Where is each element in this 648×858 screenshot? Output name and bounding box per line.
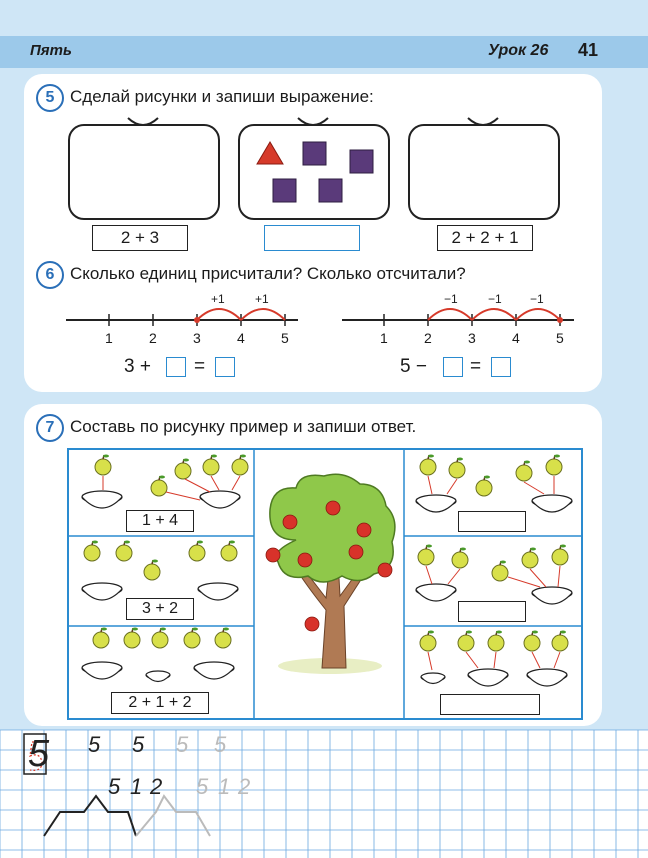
lesson-label: Урок 26 [488, 42, 549, 59]
jump-label: −1 [488, 292, 502, 306]
tick-label: 2 [424, 330, 432, 346]
copy-digit: 5 [196, 774, 209, 799]
example-label: 1 + 4 [126, 510, 194, 532]
copy-digit: 1 [130, 774, 143, 799]
copy-digit: 2 [150, 774, 163, 799]
copy-digit: 1 [218, 774, 231, 799]
example-label: 2 + 1 + 2 [111, 692, 209, 714]
copy-digit: 5 [132, 732, 145, 757]
task5-number: 5 [36, 84, 64, 112]
jump-label: −1 [444, 292, 458, 306]
tick-label: 4 [512, 330, 520, 346]
task5-instruction: Сделай рисунки и запиши выражение: [70, 87, 374, 106]
tick-label: 5 [556, 330, 564, 346]
header-title: Пять [30, 42, 72, 59]
jump-label: +1 [255, 292, 269, 306]
task6-number: 6 [36, 261, 64, 289]
expression-left: 2 + 3 [92, 225, 188, 251]
tick-label: 5 [281, 330, 289, 346]
jump-label: +1 [211, 292, 225, 306]
example-label: 3 + 2 [126, 598, 194, 620]
big-digit: 5 [28, 733, 50, 775]
copy-digit: 2 [238, 774, 251, 799]
jump-label: −1 [530, 292, 544, 306]
task6-instruction: Сколько единиц присчитали? Сколько отсчитали? [70, 264, 466, 283]
copy-digit: 5 [108, 774, 121, 799]
equals-sign: = [470, 356, 482, 377]
page-number: 41 [578, 40, 599, 60]
copy-digit: 5 [214, 732, 227, 757]
expression-right: 2 + 2 + 1 [437, 225, 533, 251]
task7-instruction: Составь по рисунку пример и запиши ответ. [70, 417, 417, 436]
task7-number: 7 [36, 414, 64, 442]
tick-label: 3 [193, 330, 201, 346]
tick-label: 1 [105, 330, 113, 346]
tick-label: 2 [149, 330, 157, 346]
equation-right-start: 5 − [400, 356, 427, 377]
equation-left-start: 3 + [124, 356, 151, 377]
tick-label: 1 [380, 330, 388, 346]
tick-label: 3 [468, 330, 476, 346]
tick-label: 4 [237, 330, 245, 346]
copy-digit: 5 [176, 732, 189, 757]
equals-sign: = [194, 356, 206, 377]
copy-digit: 5 [88, 732, 101, 757]
